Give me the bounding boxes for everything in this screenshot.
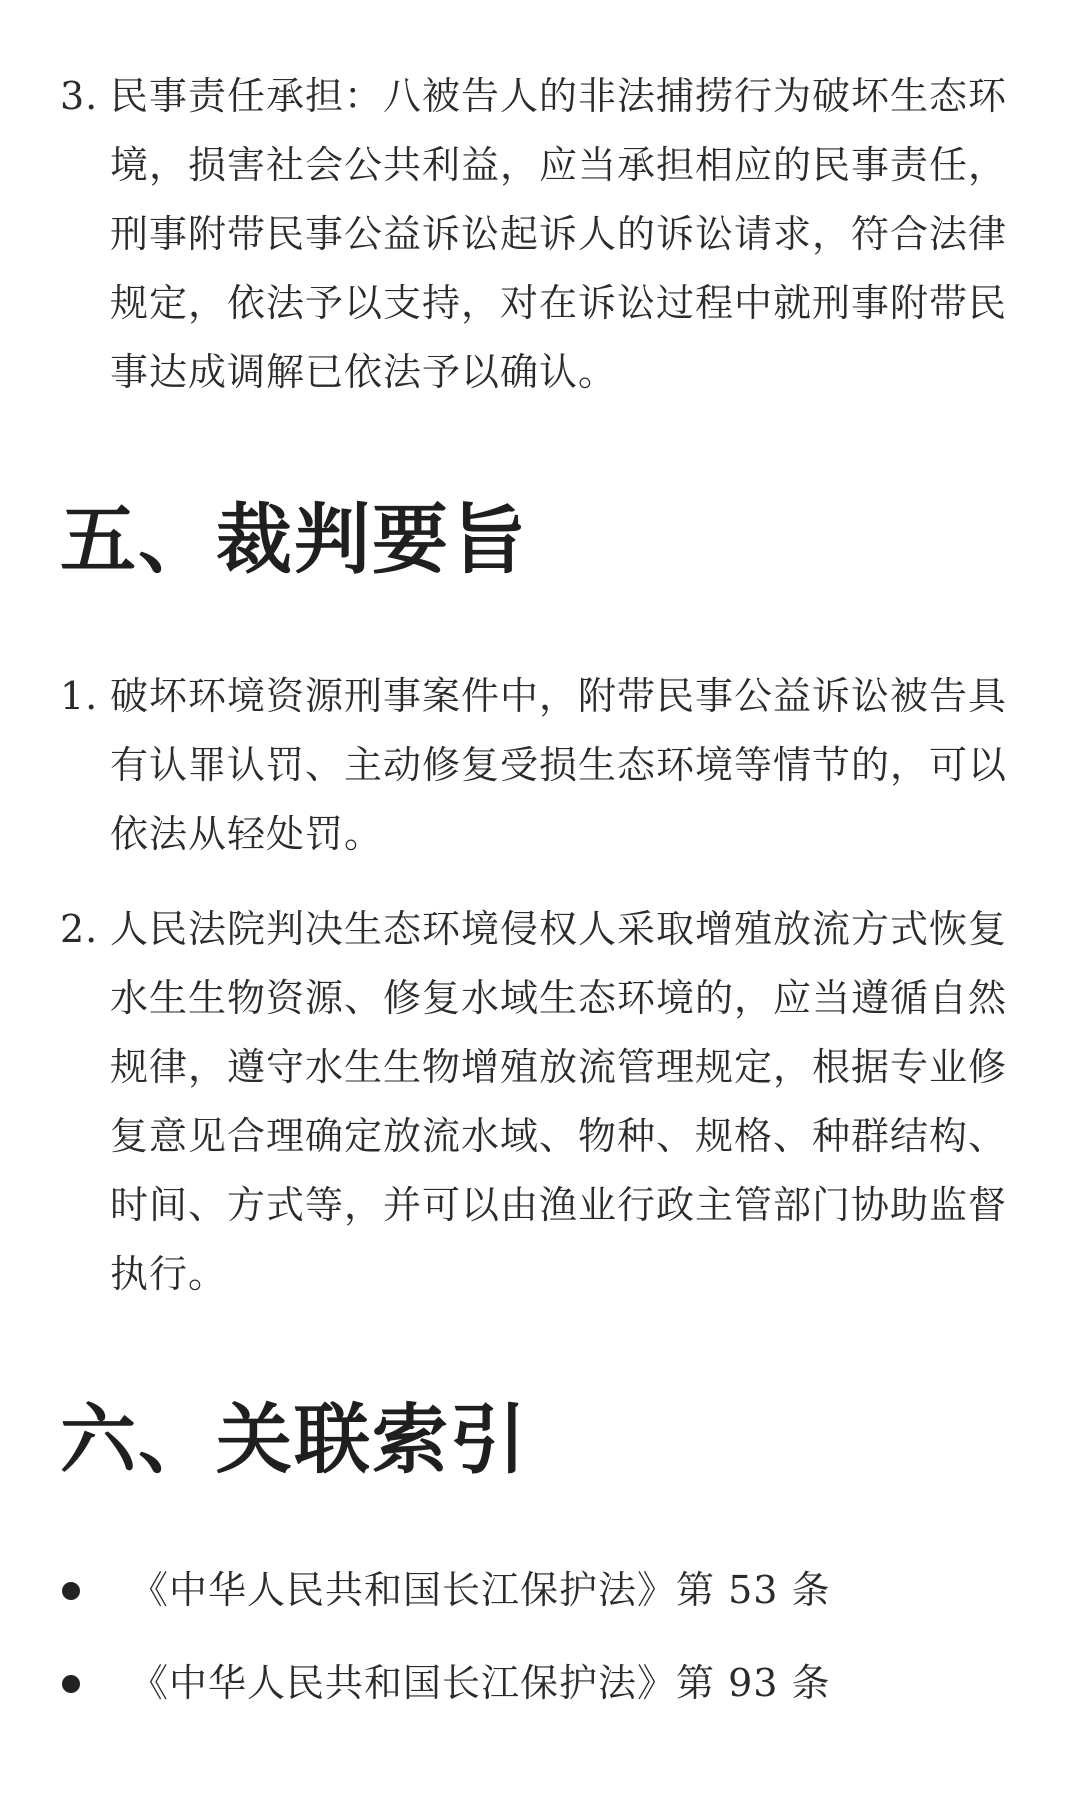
list-item bbox=[60, 1556, 1030, 1625]
list-item bbox=[60, 62, 1030, 407]
list-item bbox=[60, 1649, 1030, 1718]
civil-liability-list bbox=[60, 62, 1030, 407]
ruling-points-list bbox=[60, 662, 1030, 1309]
list-item-text: 民事责任承担：八被告人的非法捕捞行为破坏生态环境，损害社会公共利益，应当承担相应的民事责任，刑事附带民事公益诉讼起诉人的诉讼请求，符合法律规定，依法予以支持，对在诉讼过程中就刑事附带民事达成调解已依法予以确认。 bbox=[110, 74, 1008, 394]
section-five-heading: 五、裁判要旨 bbox=[60, 495, 528, 584]
bullet-dot-icon bbox=[62, 1582, 80, 1600]
list-item-text: 人民法院判决生态环境侵权人采取增殖放流方式恢复水生生物资源、修复水域生态环境的，应当遵循自然规律，遵守水生生物增殖放流管理规定，根据专业修复意见合理确定放流水域、物种、规格、种群结构、时间、方式等，并可以由渔业行政主管部门协助监督执行。 bbox=[110, 907, 1008, 1296]
citation-text: 《中华人民共和国长江保护法》第 93 条 bbox=[130, 1661, 831, 1705]
list-item-number: 2. bbox=[60, 907, 99, 951]
citation-text: 《中华人民共和国长江保护法》第 53 条 bbox=[130, 1568, 831, 1612]
list-item-text: 破坏环境资源刑事案件中，附带民事公益诉讼被告具有认罪认罚、主动修复受损生态环境等情节的，可以依法从轻处罚。 bbox=[110, 674, 1008, 856]
related-index-list bbox=[60, 1556, 1030, 1718]
list-item-number: 3. bbox=[60, 74, 99, 118]
bullet-dot-icon bbox=[62, 1675, 80, 1693]
list-item-number: 1. bbox=[60, 674, 99, 718]
section-six-heading: 六、关联索引 bbox=[60, 1395, 528, 1484]
list-item bbox=[60, 662, 1030, 869]
list-item bbox=[60, 895, 1030, 1309]
